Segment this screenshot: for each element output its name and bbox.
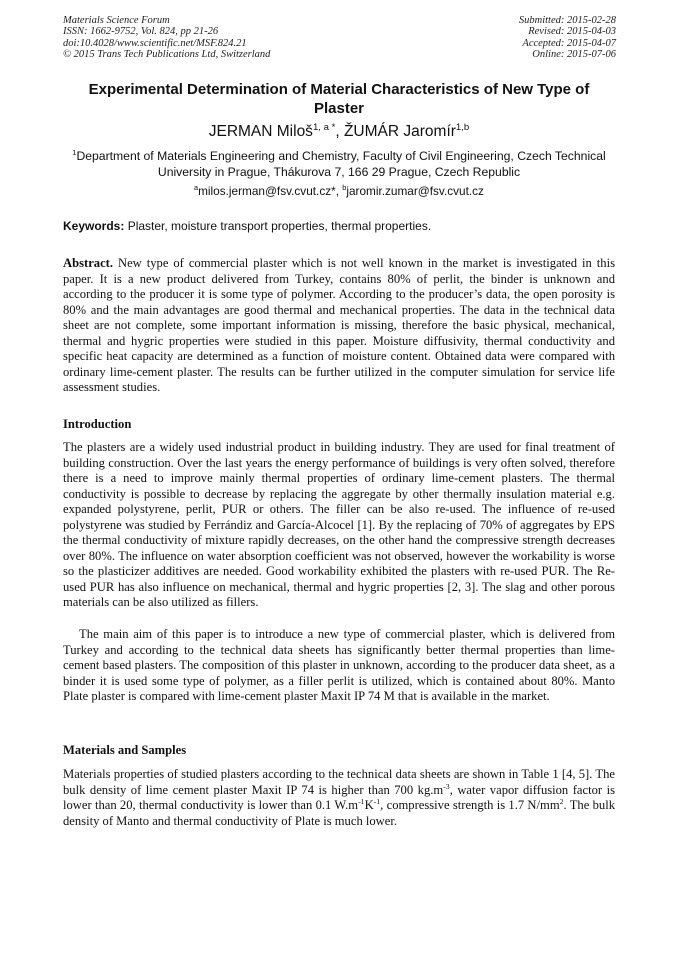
materials-text-5: . The bulk density of Manto and thermal conductivity of Plate is much lower. bbox=[63, 798, 615, 828]
paper-title: Experimental Determination of Material Characteristics of New Type of Plaster bbox=[88, 81, 590, 117]
email-a: milos.jerman@fsv.cvut.cz*, bbox=[198, 184, 343, 198]
keywords bbox=[63, 219, 615, 234]
keywords-text: Plaster, moisture transport properties, thermal properties. bbox=[124, 219, 432, 233]
journal-issn: ISSN: 1662-9752, Vol. 824, pp 21-26 bbox=[63, 26, 219, 38]
materials-sup-1: -3 bbox=[443, 781, 450, 791]
affiliation-text: Department of Materials Engineering and Chemistry, Faculty of Civil Engineering, Czech Technical University in Prague, Thákurova 7, 166 29 Prague, Czech Republic bbox=[76, 149, 606, 179]
abstract bbox=[63, 256, 615, 396]
abstract-label: Abstract. bbox=[63, 256, 114, 270]
author-2-sup: 1,b bbox=[455, 121, 470, 133]
introduction-paragraph-2: The main aim of this paper is to introduce a new type of commercial plaster, which is delivered from Turkey and according to the technical data sheets has significantly better thermal properties than lime-cement based plasters. The composition of this plaster in unknown, according to the producer data sheet, as a binder it is used some type of polymer, as a filler perlit is utilized, which is contained about 80%. Manto Plate plaster is compared with lime-cement plaster Maxit IP 74 M that is available in the market. bbox=[63, 627, 615, 703]
introduction-heading: Introduction bbox=[63, 417, 132, 431]
date-accepted: Accepted: 2015-04-07 bbox=[522, 37, 616, 49]
affiliation-sup: 1 bbox=[72, 147, 77, 157]
author-1: JERMAN Miloš bbox=[208, 123, 313, 140]
email-line bbox=[63, 184, 615, 199]
journal-doi: doi:10.4028/www.scientific.net/MSF.824.21 bbox=[63, 37, 247, 49]
email-a-sup: a bbox=[194, 183, 199, 193]
author-separator: , bbox=[335, 123, 344, 140]
email-b: jaromir.zumar@fsv.cvut.cz bbox=[346, 184, 484, 198]
materials-sup-3: -1 bbox=[373, 796, 381, 806]
materials-paragraph bbox=[63, 767, 615, 829]
author-1-sup: 1, a * bbox=[312, 121, 336, 133]
materials-text-2: , water vapor diffusion factor is lower than 20, thermal conductivity is lower than 0.1 W.m bbox=[63, 782, 615, 812]
date-submitted: Submitted: 2015-02-28 bbox=[518, 15, 616, 26]
date-online: Online: 2015-07-06 bbox=[532, 49, 616, 61]
journal-header bbox=[63, 15, 270, 61]
keywords-label: Keywords: bbox=[63, 219, 125, 233]
materials-sup-2: -1 bbox=[358, 796, 365, 806]
materials-text-4: , compressive strength is 1.7 N/mm bbox=[380, 798, 560, 812]
date-revised: Revised: 2015-04-03 bbox=[528, 26, 616, 38]
materials-text-1: Materials properties of studied plasters according to the technical data sheets are shown in Table 1 [4, 5]. The bulk density of lime cement plaster Maxit IP 74 is higher than 700 kg.m bbox=[63, 767, 615, 797]
introduction-paragraph-1: The plasters are a widely used industrial product in building industry. They are used for final treatment of building construction. Over the last years the energy performance of buildings is very often solved, therefore there is a need to improve mainly thermal properties of ordinary lime-cement plasters. The thermal conductivity is possible to decrease by replacing the aggregate by other thermally insulation material e.g. expanded polystyrene, perlit, PUR or others. The filler can be also re-used. The influence of re-used polystyrene was studied by Ferrándiz and García-Alcocel [1]. By the replacing of 70% of aggregates by EPS the thermal conductivity of mixture rapidly decreases, on the other hand the compressive strength decreases over 80%. The influence on water absorption coefficient was not observed, however the workability is worse so the plasticizer additives are needed. Good workability exhibited the plasters with re-used PUR. The Re-used PUR has also influence on mechanical, thermal and hygric properties [2, 3]. The slag and other porous materials can be also utilized as fillers. bbox=[63, 440, 615, 609]
email-b-sup: b bbox=[342, 183, 347, 193]
dates-header bbox=[519, 15, 616, 61]
journal-copyright: © 2015 Trans Tech Publications Ltd, Switzerland bbox=[63, 49, 271, 61]
materials-heading: Materials and Samples bbox=[63, 743, 187, 757]
author-line bbox=[63, 122, 615, 142]
abstract-text: New type of commercial plaster which is not well known in the market is investigated in this paper. It is a new product delivered from Turkey, contains 80% of perlit, the binder is unknown and according to the producer it is some type of polymer. According to the producer’s data, the open porosity is 80% and the main advantages are good thermal and mechanical properties. The data in the technical data sheet are not complete, some important information is missing, therefore the basic physical, mechanical, thermal and hygric properties were studied in this paper. Moisture diffusivity, thermal conductivity and specific heat capacity are determined as a function of moisture content. Obtained data were compared with ordinary lime-cement plaster. The results can be further utilized in the computer simulation for service life assessment studies. bbox=[63, 256, 615, 394]
materials-sup-4: 2 bbox=[559, 796, 564, 806]
author-2: ŽUMÁR Jaromír bbox=[343, 123, 456, 140]
affiliation bbox=[63, 149, 615, 180]
materials-text-3: K bbox=[364, 798, 374, 812]
journal-name: Materials Science Forum bbox=[63, 15, 170, 26]
